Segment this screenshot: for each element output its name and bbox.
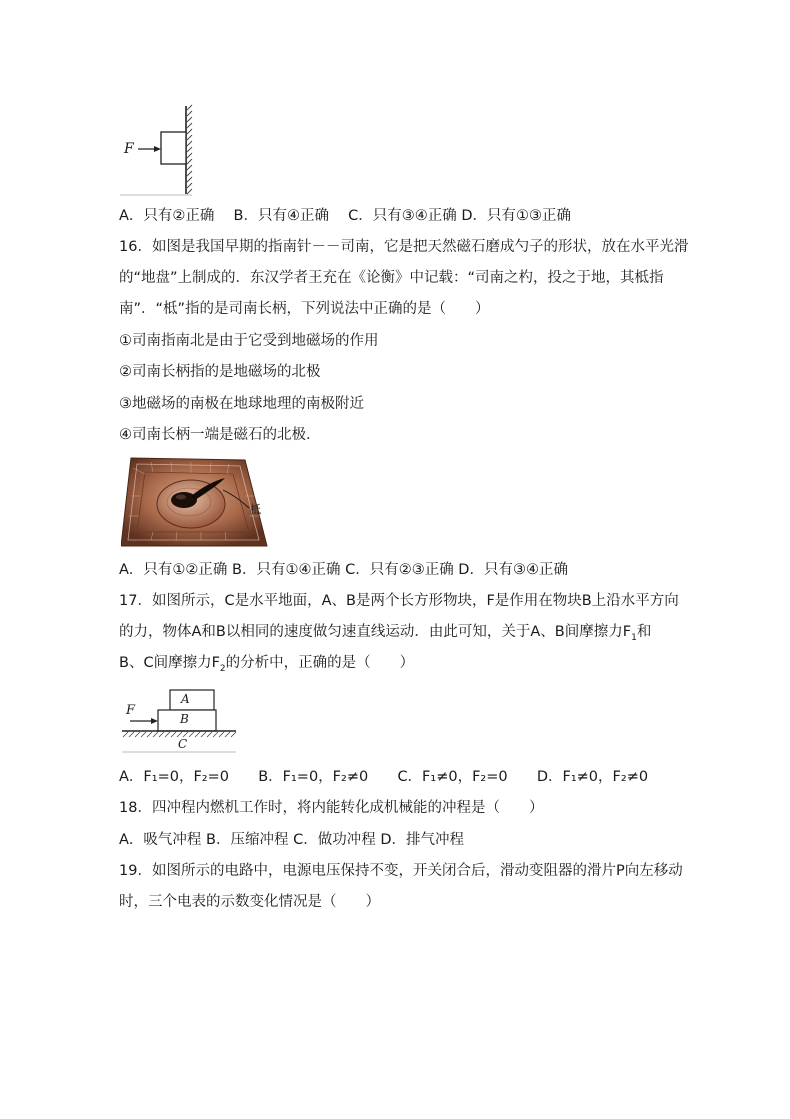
label-c: C: [178, 737, 188, 751]
label-a: A: [181, 692, 190, 706]
q17-option-a: A．F₁=0，F₂=0: [119, 769, 229, 785]
q17-sub-2: 2: [219, 663, 226, 674]
q16-stem-line-3: 南”．“柢”指的是司南长柄，下列说法中正确的是（ ）: [119, 301, 490, 317]
q18-stem: 18．四冲程内燃机工作时，将内能转化成机械能的冲程是（ ）: [119, 800, 544, 816]
q16-options: A．只有①②正确 B．只有①④正确 C．只有②③正确 D．只有③④正确: [119, 562, 568, 578]
q16-statement-4: ④司南长柄一端是磁石的北极．: [119, 427, 321, 443]
sinan-compass-photo: [121, 456, 271, 549]
q17-option-d: D．F₁≠0，F₂≠0: [536, 769, 649, 785]
q17-stem-line-3: [119, 653, 414, 679]
q17-stem-line-2-text: 的力，物体A和B以相同的速度做匀速直线运动．由此可知，关于A、B间摩擦力F: [119, 624, 632, 640]
label-f: F: [126, 703, 136, 718]
q17-stem-line-2: [119, 622, 651, 648]
q19-stem-line-2: 时，三个电表的示数变化情况是（ ）: [119, 894, 380, 910]
q16-statement-3: ③地磁场的南极在地球地理的南极附近: [119, 396, 364, 412]
q16-statement-1: ①司南指南北是由于它受到地磁场的作用: [119, 333, 379, 349]
handle-label-di: 柢: [250, 503, 261, 516]
q17-option-c: C．F₁≠0，F₂=0: [397, 769, 508, 785]
q17-stem-line-3-text: B、C间摩擦力F: [119, 655, 220, 671]
q17-options: [119, 767, 648, 787]
q16-stem-line-1: 16．如图是我国早期的指南针－－司南，它是把天然磁石磨成勺子的形状，放在水平光滑: [119, 239, 689, 255]
q17-sub-1: 1: [631, 632, 637, 643]
label-b: B: [180, 712, 189, 726]
force-label-f: F: [124, 141, 134, 157]
q18-options: A．吸气冲程 B．压缩冲程 C．做功冲程 D．排气冲程: [119, 832, 464, 848]
q17-option-b: B．F₁=0，F₂≠0: [258, 769, 369, 785]
q16-stem-line-2: 的“地盘”上制成的．东汉学者王充在《论衡》中记载：“司南之杓，投之于地，其柢指: [119, 270, 664, 286]
q17-stem-line-3-end: 的分析中，正确的是（ ）: [225, 655, 415, 671]
q17-stem-line-1: 17．如图所示，C是水平地面，A、B是两个长方形物块，F是作用在物块B上沿水平方向: [119, 593, 679, 609]
q15-options: A．只有②正确 B．只有④正确 C．只有③④正确 D．只有①③正确: [119, 208, 571, 224]
q16-statement-2: ②司南长柄指的是地磁场的北极: [119, 364, 321, 380]
q17-stem-line-2-end: 和: [636, 624, 652, 640]
q19-stem-line-1: 19．如图所示的电路中，电源电压保持不变，开关闭合后，滑动变阻器的滑片P向左移动: [119, 863, 683, 879]
